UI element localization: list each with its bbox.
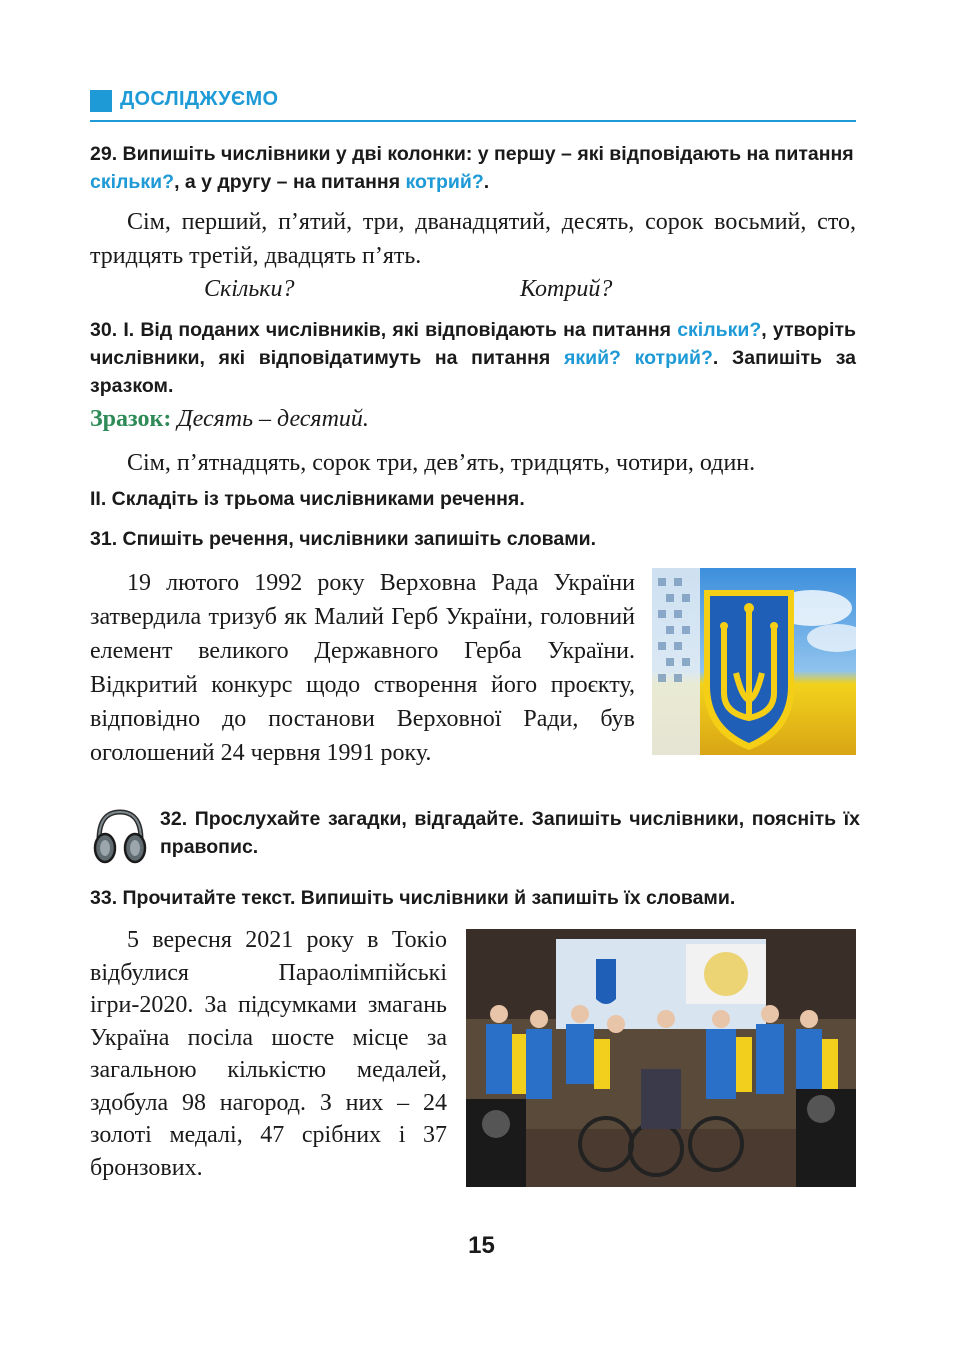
task-number: 31.: [90, 528, 118, 550]
task-31-text: 19 лютого 1992 року Верховна Рада України затвердила тризуб як Малий Герб України, головний елемент великого Державного Герба України. Відкритий конкурс щодо створення його проєкту, відповідно до постанови Верховної Ради, був оголошений 24 червня 1991 року.: [90, 570, 635, 766]
task-number: 33.: [90, 887, 118, 909]
section-title: ДОСЛІДЖУЄМО: [120, 88, 279, 110]
task-text: Прочитайте текст. Випишіть числівники й запишіть їх словами.: [122, 887, 736, 909]
task-text: Спишіть речення, числівники запишіть словами.: [122, 528, 597, 550]
task-33-text: 5 вересня 2021 року в Токіо відбулися Параолімпійські ігри-2020. За підсумками змагань Україна посіла шосте місце за загальною кількістю медалей, здобула 98 нагород. З них – 24 золоті медалі, 47 срібних і 37 бронзових.: [90, 927, 447, 1181]
task-text: . Запишіть за зразком.: [90, 347, 856, 397]
coat-of-arms-image: [652, 568, 856, 755]
task-number: 29.: [90, 143, 118, 165]
highlight-question: скільки?: [677, 319, 762, 341]
sample-line: [90, 406, 369, 433]
task-30-part-2: II. Складіть із трьома числівниками речення.: [90, 488, 525, 510]
task-number: 30.: [90, 319, 118, 341]
task-text: Випишіть числівники у дві колонки: у першу – які відповідають на питання: [122, 143, 854, 165]
task-text: , утворіть числівники, які відповідатимуть на питання: [90, 319, 857, 369]
highlight-question: котрий?: [405, 171, 484, 193]
sample-label: Зразок:: [90, 406, 172, 432]
section-header: [90, 86, 856, 122]
column-header-skilky: Скільки?: [204, 276, 295, 302]
task-text: , а у другу – на питання: [174, 171, 401, 193]
task-text: I. Від поданих числівників, які відповідають на питання: [123, 319, 671, 341]
task-number: 32.: [160, 808, 188, 830]
task-29-text: Сім, перший, п’ятий, три, дванадцятий, десять, сорок восьмий, сто, тридцять третій, двадцять п’ять.: [90, 209, 856, 269]
page-number: 15: [468, 1232, 495, 1259]
column-header-kotryi: Котрий?: [520, 276, 613, 302]
sample-text: Десять – десятий.: [177, 406, 369, 432]
task-29-instruction: [90, 140, 860, 196]
task-text: Прослухайте загадки, відгадайте. Запишіть числівники, поясніть їх правопис.: [160, 808, 860, 858]
task-32-instruction: [160, 805, 860, 861]
task-31-instruction: [90, 525, 860, 553]
task-30-instruction: [90, 316, 856, 400]
task-30-text: Сім, п’ятнадцять, сорок три, дев’ять, тридцять, чотири, один.: [127, 450, 756, 476]
headphones-icon: [90, 806, 150, 866]
task-33-instruction: [90, 884, 860, 912]
section-marker-icon: [90, 90, 112, 112]
highlight-question: скільки?: [90, 171, 175, 193]
paralympic-team-photo: [466, 929, 856, 1187]
highlight-question: який? котрий?: [563, 347, 713, 369]
task-text: .: [483, 171, 490, 193]
